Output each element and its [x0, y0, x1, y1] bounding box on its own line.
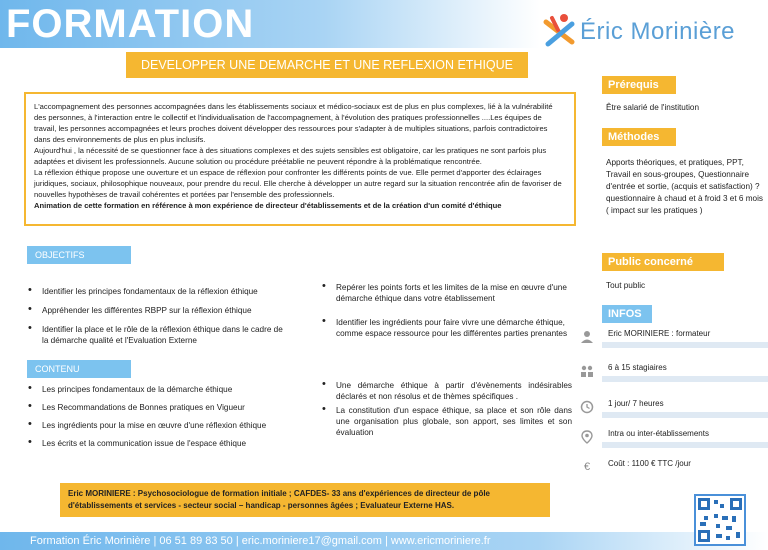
- qr-code-icon: [696, 496, 744, 544]
- prerequis-text: Être salarié de l'institution: [606, 103, 700, 112]
- list-item: • La constitution d'un espace éthique, sa place et son rôle dans une organisation plus globale, son apport, ses limites et son évaluation: [320, 405, 572, 438]
- intro-paragraph-2: Aujourd'hui , la nécessité de se questionner face à des situations complexes et des sujets sensibles est obligatoire, car les pratiques ne sont parfois plus adaptées et divisent les professionnels. Aucune solution ou procédure préétablie ne peuvent répondre à la problématique rencontrée.: [34, 146, 547, 166]
- infos-heading: INFOS: [602, 305, 652, 323]
- list-item: • Identifier les ingrédients pour faire vivre une démarche éthique, comme espace ressource pour les différentes parties prenantes: [320, 317, 570, 339]
- objectifs-right-list: [320, 282, 570, 352]
- objectifs-heading: OBJECTIFS: [27, 246, 131, 264]
- list-item: • Identifier les principes fondamentaux de la réflexion éthique: [26, 286, 286, 297]
- info-text: Coût : 1100 € TTC /jour: [608, 459, 691, 468]
- methodes-heading: Méthodes: [602, 128, 676, 146]
- info-text: 1 jour/ 7 heures: [608, 399, 664, 408]
- info-row-cost: [580, 458, 768, 480]
- logo: [540, 12, 760, 54]
- info-row-trainer: [580, 328, 768, 350]
- info-divider: [602, 412, 768, 418]
- list-item: • Repérer les points forts et les limites de la mise en œuvre d'une démarche éthique dans votre établissement: [320, 282, 570, 304]
- public-heading: Public concerné: [602, 253, 724, 271]
- list-item: • Les ingrédients pour la mise en œuvre d'une réflexion éthique: [26, 420, 296, 431]
- contenu-right-list: [320, 380, 572, 441]
- subtitle-bar: DEVELOPPER UNE DEMARCHE ET UNE REFLEXION ETHIQUE: [126, 52, 528, 78]
- list-item: • Appréhender les différentes RBPP sur la réflexion éthique: [26, 305, 286, 316]
- trainer-bio: Eric MORINIERE : Psychosociologue de formation initiale ; CAFDES- 33 ans d'expériences de directeur de pôle d'établissements et services - secteur social – handicap - personnes âgées ; Evaluateur Externe HAS.: [60, 483, 550, 517]
- methodes-text: Apports théoriques, et pratiques, PPT, Travail en sous-groupes, Questionnaire d'entrée et sortie, (acquis et satisfaction) ? questionnaire à chaud et à froid 3 et 6 mois ( impact sur les pratiques ): [606, 158, 764, 215]
- list-item: • Les Recommandations de Bonnes pratiques en Vigueur: [26, 402, 296, 413]
- info-row-group: [580, 362, 768, 384]
- intro-paragraph-1: L'accompagnement des personnes accompagnées dans les établissements sociaux et médico-sociaux est de plus en plus complexes, lié à la vulnérabilité des personnes, à l'interaction entre le collectif et l'individualisation de l'accompagnement, à l'évolution des pratiques professionnelles ....Les équipes de travail, les personnes accompagnées et leurs proches doivent développer des ressources pour s'adapter à de multiples situations, parfois contradictoires dans des environnements de plus en plus inclusifs.: [34, 102, 553, 144]
- logo-text: Éric Morinière: [580, 18, 736, 45]
- info-text: Eric MORINIERE : formateur: [608, 329, 711, 338]
- objectifs-left-list: [26, 286, 286, 354]
- user-icon: [580, 330, 594, 344]
- info-row-location: [580, 428, 768, 450]
- euro-icon: €: [583, 461, 591, 473]
- qr-code: [694, 494, 746, 546]
- logo-mark-icon: [542, 12, 578, 48]
- list-item: • Les écrits et la communication issue de l'espace éthique: [26, 438, 296, 449]
- clock-icon: [580, 400, 594, 414]
- contenu-heading: CONTENU: [27, 360, 131, 378]
- group-icon: [580, 364, 594, 378]
- page-title: FORMATION: [6, 2, 255, 46]
- prerequis-heading: Prérequis: [602, 76, 676, 94]
- contenu-left-list: [26, 384, 296, 456]
- info-text: 6 à 15 stagiaires: [608, 363, 667, 372]
- list-item: • Identifier la place et le rôle de la réflexion éthique dans le cadre de la démarche qualité et l'Evaluation Externe: [26, 324, 286, 346]
- info-text: Intra ou inter-établissements: [608, 429, 709, 438]
- intro-box: [24, 92, 576, 226]
- info-divider: [602, 442, 768, 448]
- info-row-duration: [580, 398, 768, 420]
- location-icon: [580, 430, 594, 444]
- list-item: • Une démarche éthique à partir d'évènements indésirables déclarés et non résolus et de thèmes spécifiques .: [320, 380, 572, 402]
- intro-closing: Animation de cette formation en référence à mon expérience de directeur d'établissements et de la création d'un comité d'éthique: [34, 201, 502, 210]
- list-item: • Les principes fondamentaux de la démarche éthique: [26, 384, 296, 395]
- footer-contact: Formation Éric Morinière | 06 51 89 83 50 | eric.moriniere17@gmail.com | www.ericmoriniere.fr: [0, 532, 768, 550]
- info-divider: [602, 376, 768, 382]
- public-text: Tout public: [606, 281, 646, 290]
- info-divider: [602, 342, 768, 348]
- intro-paragraph-3: La réflexion éthique propose une ouverture et un espace de réflexion pour confronter les différents points de vue. Elle permet d'apporter des éclairages juridiques, sociaux, philosophique nouveaux, pour prendre du recul. Elle cherche à développer un autre regard sur la situation rencontrée afin de favoriser de nouvelles hypothèses de travail cohérentes et portées par l'ensemble des professionnels.: [34, 168, 562, 199]
